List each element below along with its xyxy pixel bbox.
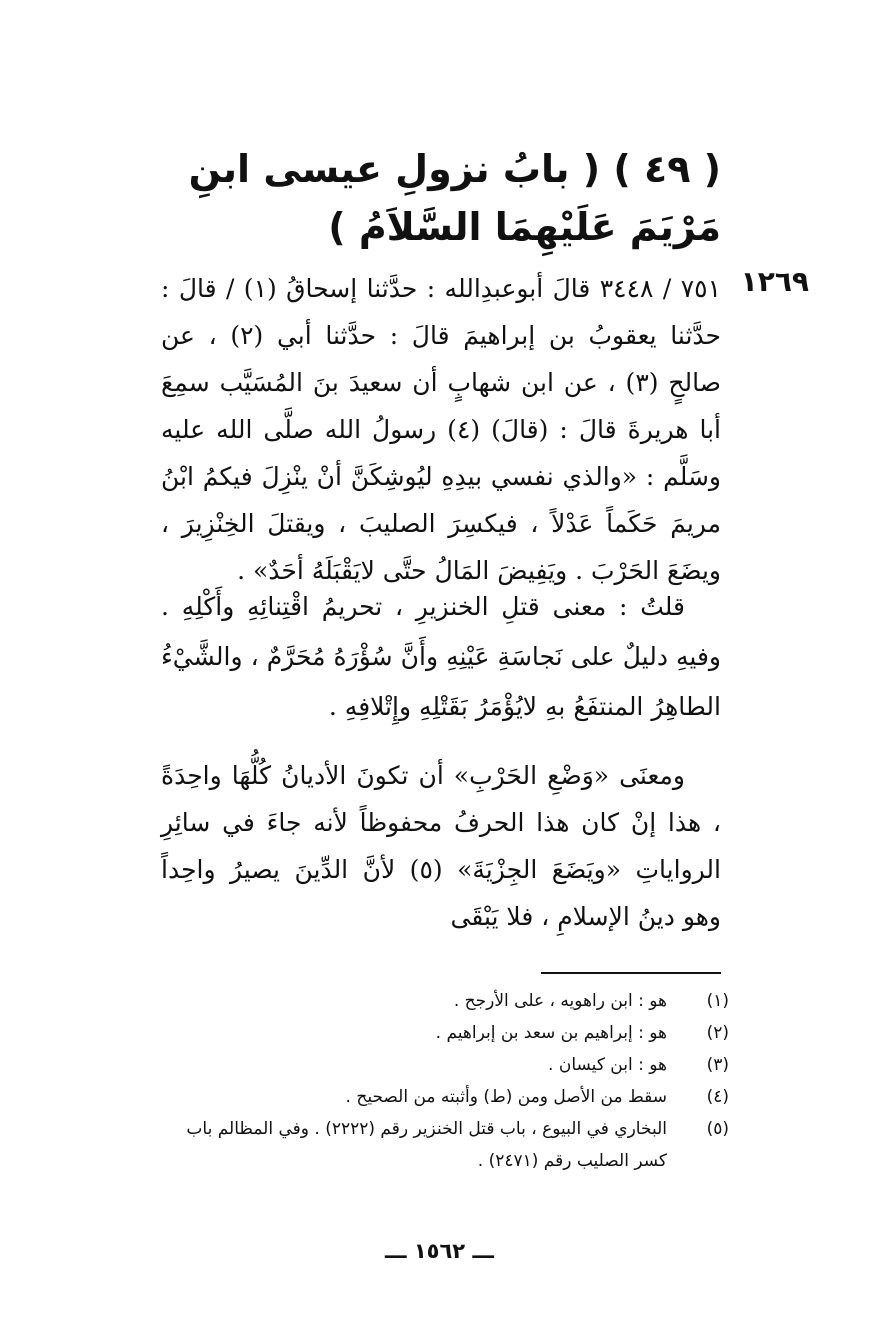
commentary-paragraph: ومعنَى «وَضْعِ الحَرْبِ» أن تكونَ الأديانُ كُلُّهَا واحِدَةً ، هذا إنْ كان هذا الحرفُ محفوظاً لأنه جاءَ في سائِرِ الرواياتِ «ويَضَعَ الجِزْيَةَ» (٥) لأنَّ الدِّينَ يصيرُ واحِداً وهو دينُ الإسلامِ ، فلا يَبْقَى xyxy=(161,761,722,931)
hadith-number: ١٢٦٩ xyxy=(740,265,809,298)
footnote-number: (٢) xyxy=(706,1023,729,1043)
footnote-item xyxy=(169,1017,729,1049)
footnote-number: (٥) xyxy=(706,1119,729,1139)
commentary-paragraph: قلتُ : معنى قتلِ الخنزيرِ ، تحريمُ اقْتِنائِهِ وأَكْلِهِ . وفيهِ دليلٌ على نَجاسَةِ عَيْنِهِ وأَنَّ سُؤْرَهُ مُحَرَّمٌ ، والشَّيْءُ الطاهِرُ المنتفَعُ بهِ لايُؤْمَرُ بَقَتْلِهِ وإِتْلافِهِ . xyxy=(161,592,721,721)
footnote-number: (٣) xyxy=(706,1055,729,1075)
chapter-title: ( ٤٩ ) ( بابُ نزولِ عيسى ابنِ مَرْيَمَ عَلَيْهِمَا السَّلاَمُ ) xyxy=(188,147,721,249)
footnote-text: هو : إبراهيم بن سعد بن إبراهيم . xyxy=(435,1023,667,1043)
page-number: ـــ ١٥٦٢ ـــ xyxy=(385,1239,494,1263)
footnote-text: سقط من الأصل ومن (ط) وأثبته من الصحيح . xyxy=(345,1087,667,1107)
footnote-item xyxy=(169,1113,729,1177)
footnote-text: البخاري في البيوع ، باب قتل الخنزير رقم (٢٢٢٢) . وفي المظالم باب كسر الصليب رقم (٢٤٧١) . xyxy=(186,1119,667,1171)
footnote-number: (١) xyxy=(706,991,729,1011)
footnote-item xyxy=(169,985,729,1017)
footnote-separator xyxy=(541,972,721,974)
footnote-text: هو : ابن راهويه ، على الأرجح . xyxy=(453,991,667,1011)
footnote-item xyxy=(169,1049,729,1081)
footnote-item xyxy=(169,1081,729,1113)
footnotes-list xyxy=(169,985,729,1177)
footnote-text: هو : ابن كيسان . xyxy=(548,1055,667,1075)
footnote-number: (٤) xyxy=(706,1087,729,1107)
hadith-text: ٧٥١ / ٣٤٤٨ قالَ أبوعبدِالله : حدَّثنا إسحاقُ (١) / قالَ : حدَّثنا يعقوبُ بن إبراهيمَ قالَ : حدَّثنا أبي (٢) ، عن صالحٍ (٣) ، عن ابن شهابٍ أن سعيدَ بنَ المُسَيَّب سمِعَ أبا هريرةَ قالَ : (قالَ) (٤) رسولُ الله صلَّى الله عليه وسَلَّم : «والذي نفسي بيدِهِ ليُوشِكَنَّ أنْ ينْزِلَ فيكمُ ابْنُ مريمَ حَكَماً عَدْلاً ، فيكسِرَ الصليبَ ، ويقتلَ الخِنْزِيرَ ، ويضَعَ الحَرْبَ . ويَفِيضَ المَالُ حتَّى لايَقْبَلَهُ أحَدٌ» . xyxy=(161,274,722,585)
